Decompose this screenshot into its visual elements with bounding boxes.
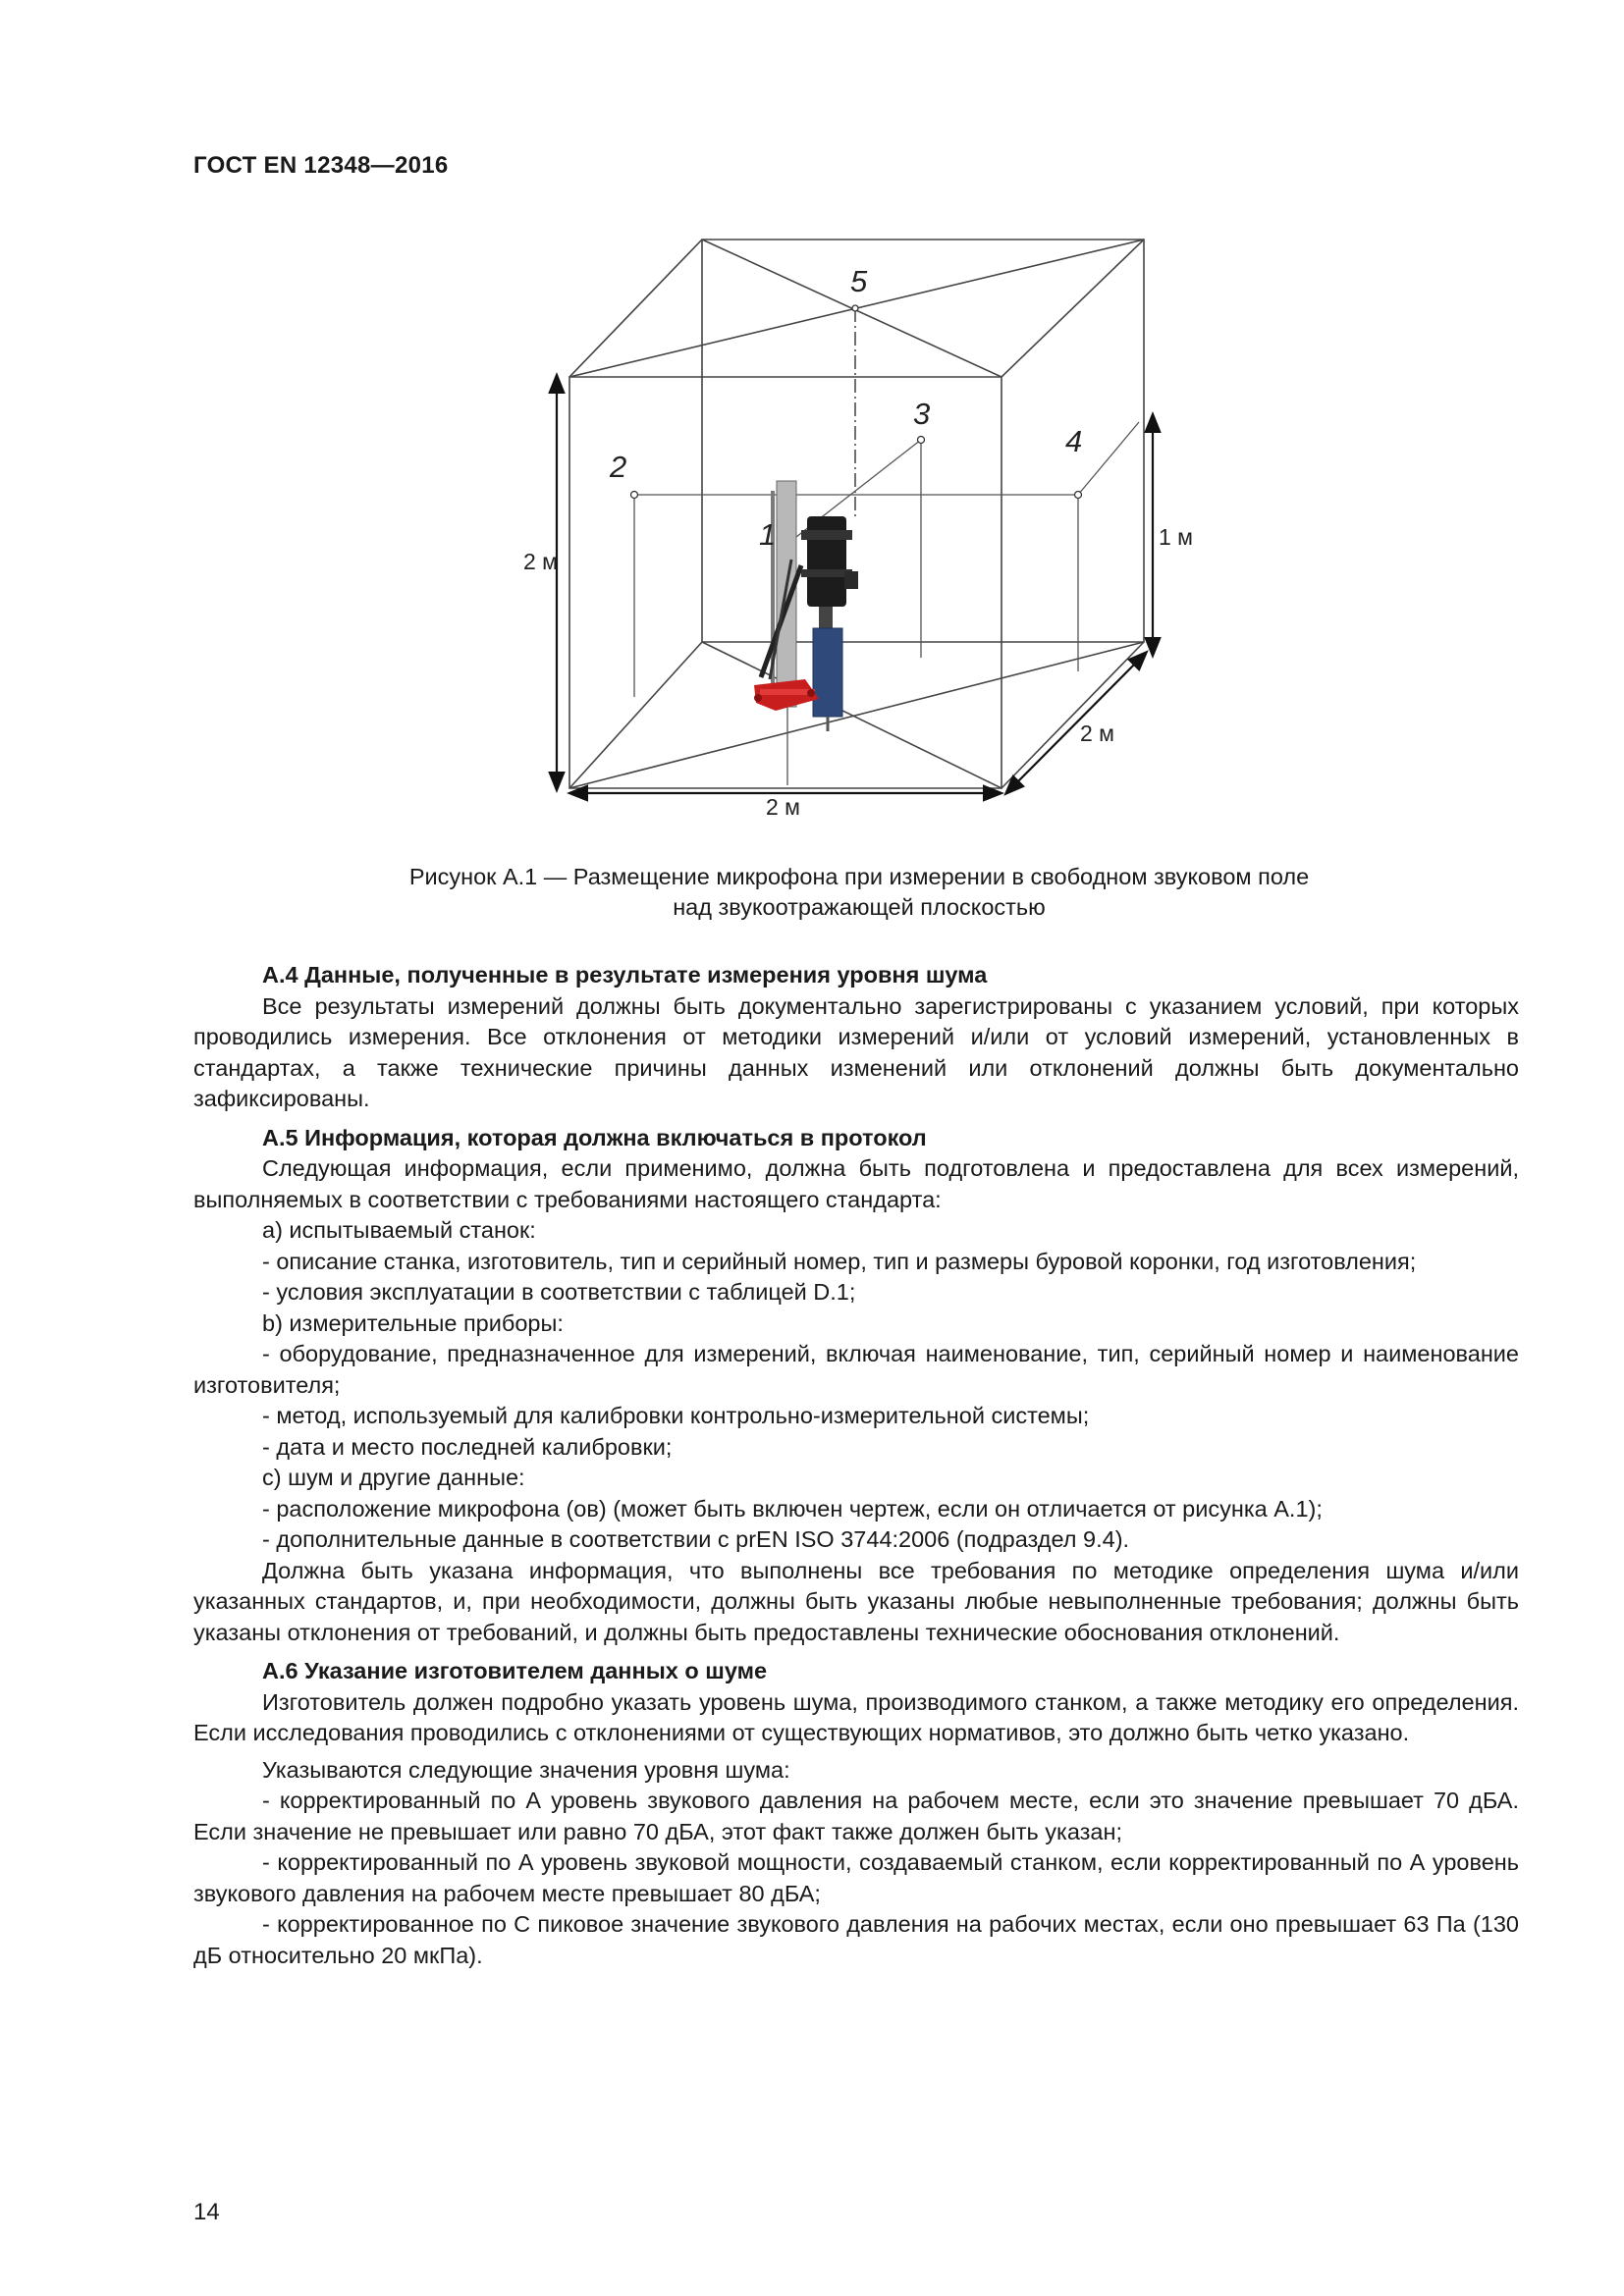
label-point-5: 5 (850, 264, 868, 298)
figure-caption (245, 862, 1473, 923)
list-item: - описание станка, изготовитель, тип и серийный номер, тип и размеры буровой коронки, год изготовления; (262, 1248, 1417, 1274)
label-point-1: 1 (759, 517, 777, 552)
document-body (193, 960, 1519, 1971)
caption-line-1: Рисунок А.1 — Размещение микрофона при измерении в свободном звуковом поле (408, 864, 1310, 889)
paragraph: Все результаты измерений должны быть документально зарегистрированы с указанием условий, при которых проводились измерения. Все отклонения от методики измерений и/или от условий измерений, установленных в стандартах, а также технические причины данных изменений или отклонений должны быть документально зафиксированы. (193, 992, 1519, 1111)
list-item: - метод, используемый для калибровки контрольно-измерительной системы; (262, 1403, 1090, 1428)
figure-microphone-placement (491, 236, 1193, 844)
list-item: - условия эксплуатации в соответствии с таблицей D.1; (262, 1279, 856, 1305)
section-heading-a4: А.4 Данные, полученные в результате измерения уровня шума (262, 962, 988, 988)
list-item: - корректированное по C пиковое значение звукового давления на рабочих местах, если оно превышает 63 Па (130 дБ относительно 20 мкПа). (193, 1911, 1519, 1968)
label-dim-mic-height: 1 м (1159, 524, 1193, 550)
document-header: ГОСТ EN 12348—2016 (193, 152, 449, 179)
list-item: - корректированный по А уровень звуковой мощности, создаваемый станком, если корректированный по А уровень звукового давления на рабочем месте превышает 80 дБА; (193, 1849, 1519, 1906)
dim-depth-arrow (1011, 658, 1141, 788)
list-item: - расположение микрофона (ов) (может быть включен чертеж, если он отличается от рисунка А.1); (262, 1495, 1323, 1522)
label-point-4: 4 (1065, 424, 1083, 458)
paragraph: Изготовитель должен подробно указать уровень шума, производимого станком, а также методику его определения. Если исследования проводились с отклонениями от существующих нормативов, это должно быть четко указано. (193, 1688, 1519, 1745)
label-dim-depth: 2 м (1080, 721, 1114, 746)
mic-point-4 (1075, 492, 1082, 499)
label-point-3: 3 (913, 397, 931, 431)
paragraph: Указываются следующие значения уровня шума: (262, 1756, 790, 1783)
label-dim-height: 2 м (523, 549, 558, 574)
list-item: c) шум и другие данные: (262, 1465, 525, 1490)
label-point-2: 2 (610, 450, 627, 484)
mic-point-3 (918, 437, 925, 444)
list-item: - дополнительные данные в соответствии с prEN ISO 3744:2006 (подраздел 9.4). (262, 1526, 1130, 1552)
list-item: - дата и место последней калибровки; (262, 1433, 673, 1460)
list-item: a) испытываемый станок: (262, 1217, 536, 1243)
measurement-cube-diagram (491, 236, 1193, 844)
label-dim-width: 2 м (766, 794, 800, 820)
caption-line-2: над звукоотражающей плоскостью (673, 894, 1046, 920)
section-heading-a6: А.6 Указание изготовителем данных о шуме (262, 1658, 768, 1683)
page-number: 14 (193, 2199, 220, 2225)
paragraph: Следующая информация, если применимо, должна быть подготовлена и предоставлена для всех измерений, выполняемых в соответствии с требованиями настоящего стандарта: (193, 1155, 1519, 1212)
list-item: - корректированный по А уровень звукового давления на рабочем месте, если это значение превышает 70 дБА. Если значение не превышает или равно 70 дБА, этот факт также должен быть указан; (193, 1788, 1519, 1844)
section-heading-a5: А.5 Информация, которая должна включаться в протокол (262, 1124, 927, 1150)
list-item: b) измерительные приборы: (262, 1309, 564, 1336)
mic-point-2 (631, 492, 638, 499)
list-item: - оборудование, предназначенное для измерений, включая наименование, тип, серийный номер и наименование изготовителя; (193, 1341, 1519, 1398)
mic-ring-front (634, 495, 1078, 697)
mic-point-5 (852, 305, 858, 311)
paragraph: Должна быть указана информация, что выполнены все требования по методике определения шума и/или указанных стандартов, и, при необходимости, должны быть указаны любые невыполненные требования; должны быть указаны отклонения от требований, и должны быть предоставлены технические обоснования отклонений. (193, 1557, 1519, 1645)
